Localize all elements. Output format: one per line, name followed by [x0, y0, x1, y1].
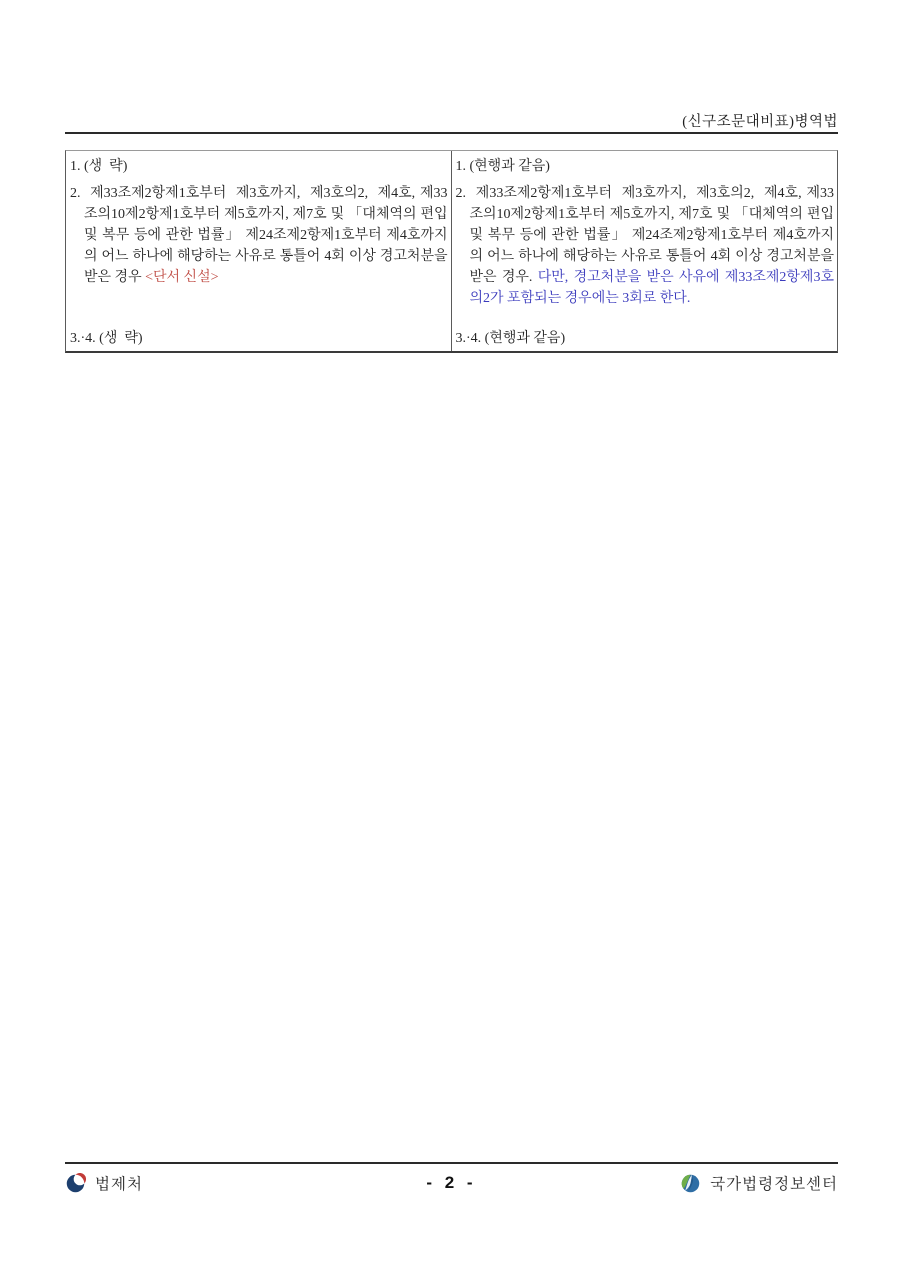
old-item-2: 2. 제33조제2항제1호부터 제3호까지, 제3호의2, 제4호, 제33조의10제2항제1호부터 제5호까지, 제7호 및 「대체역의 편입 및 복무 등에 관한 법률」 제24조제2항제1호부터 제4호까지의 어느 하나에 해당하는 사유로 통틀어 4회 이상 경고처분을 받은 경우 <단서 신설>	[70, 186, 451, 285]
law-info-globe-logo-icon	[680, 1173, 701, 1194]
moleg-label: 법제처	[95, 1176, 143, 1193]
doc-title: (신구조문대비표)병역법	[682, 114, 838, 130]
new-provision-cell	[452, 151, 838, 351]
comparison-table	[65, 150, 838, 353]
new-item-1: 1. (현행과 같음)	[455, 159, 550, 174]
footer-divider	[65, 1162, 838, 1164]
law-info-brand	[680, 1172, 838, 1194]
moleg-taegeuk-logo-icon	[65, 1173, 86, 1194]
page-footer	[65, 1168, 838, 1198]
page-number: - 2 -	[426, 1173, 477, 1192]
old-item-3-4: 3.·4. (생 략)	[70, 331, 143, 346]
doc-header	[65, 110, 838, 131]
old-item-1: 1. (생 략)	[70, 159, 128, 174]
old-provision-cell	[66, 151, 452, 351]
moleg-brand	[65, 1172, 143, 1194]
law-info-label: 국가법령정보센터	[710, 1176, 838, 1193]
new-item-3-4: 3.·4. (현행과 같음)	[455, 331, 566, 346]
new-item-2: 2. 제33조제2항제1호부터 제3호까지, 제3호의2, 제4호, 제33조의10제2항제1호부터 제5호까지, 제7호 및 「대체역의 편입 및 복무 등에 관한 법률」 제24조제2항제1호부터 제4호까지의 어느 하나에 해당하는 사유로 통틀어 4회 이상 경고처분을 받은 경우. 다만, 경고처분을 받은 사유에 제33조제2항제3호의2가 포함되는 경우에는 3회로 한다.	[455, 186, 838, 306]
header-divider	[65, 132, 838, 134]
